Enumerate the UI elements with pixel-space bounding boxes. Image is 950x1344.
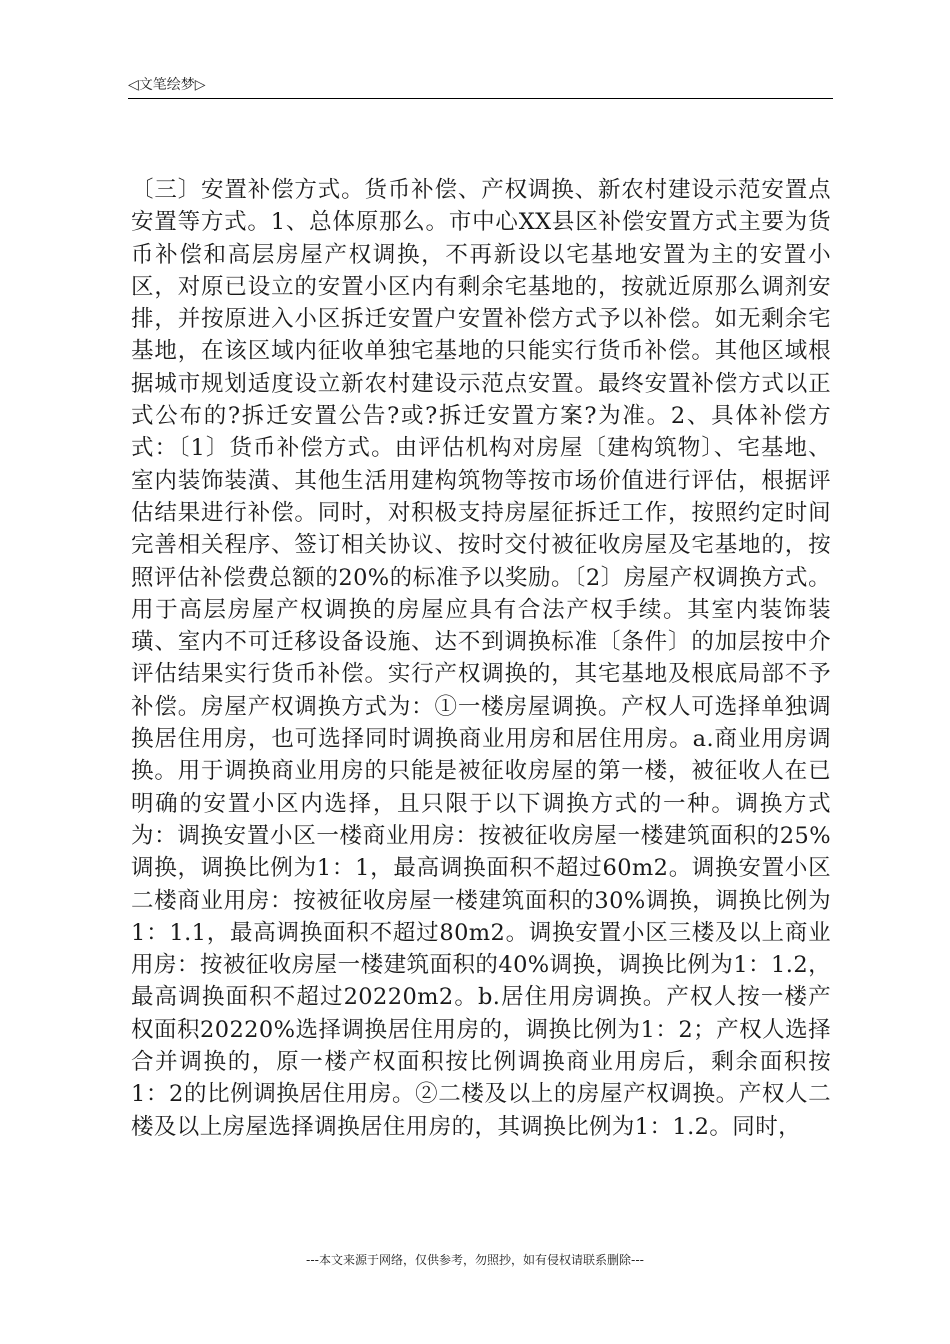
header-label: ◁文笔绘梦▷ (128, 77, 206, 93)
header-divider (128, 98, 833, 99)
footer-notice: ---本文来源于网络，仅供参考，勿照抄，如有侵权请联系删除--- (306, 1253, 644, 1267)
page-header (128, 76, 833, 98)
body-paragraph: 〔三〕安置补偿方式。货币补偿、产权调换、新农村建设示范安置点安置等方式。1、总体原那么。市中心XX县区补偿安置方式主要为货币补偿和高层房屋产权调换，不再新设以宅基地安置为主的安置小区，对原已设立的安置小区内有剩余宅基地的，按就近原那么调剂安排，并按原进入小区拆迁安置户安置补偿方式予以补偿。如无剩余宅基地，在该区域内征收单独宅基地的只能实行货币补偿。其他区域根据城市规划适度设立新农村建设示范点安置。最终安置补偿方式以正式公布的?拆迁安置公告?或?拆迁安置方案?为准。2、具体补偿方式：〔1〕货币补偿方式。由评估机构对房屋〔建构筑物〕、宅基地、室内装饰装潢、其他生活用建构筑物等按市场价值进行评估，根据评估结果进行补偿。同时，对积极支持房屋征拆迁工作，按照约定时间完善相关程序、签订相关协议、按时交付被征收房屋及宅基地的，按照评估补偿费总额的20%的标准予以奖励。〔2〕房屋产权调换方式。用于高层房屋产权调换的房屋应具有合法产权手续。其室内装饰装璜、室内不可迁移设备设施、达不到调换标准〔条件〕的加层按中介评估结果实行货币补偿。实行产权调换的，其宅基地及根底局部不予补偿。房屋产权调换方式为：①一楼房屋调换。产权人可选择单独调换居住用房，也可选择同时调换商业用房和居住用房。a.商业用房调换。用于调换商业用房的只能是被征收房屋的第一楼，被征收人在已明确的安置小区内选择，且只限于以下调换方式的一种。调换方式为：调换安置小区一楼商业用房：按被征收房屋一楼建筑面积的25%调换，调换比例为1：1，最高调换面积不超过60m2。调换安置小区二楼商业用房：按被征收房屋一楼建筑面积的30%调换，调换比例为1：1.1，最高调换面积不超过80m2。调换安置小区三楼及以上商业用房：按被征收房屋一楼建筑面积的40%调换，调换比例为1：1.2，最高调换面积不超过20220m2。b.居住用房调换。产权人按一楼产权面积20220%选择调换居住用房的，调换比例为1：2；产权人选择合并调换的，原一楼产权面积按比例调换商业用房后，剩余面积按1：2的比例调换居住用房。②二楼及以上的房屋产权调换。产权人二楼及以上房屋选择调换居住用房的，其调换比例为1：1.2。同时， (131, 177, 831, 1140)
